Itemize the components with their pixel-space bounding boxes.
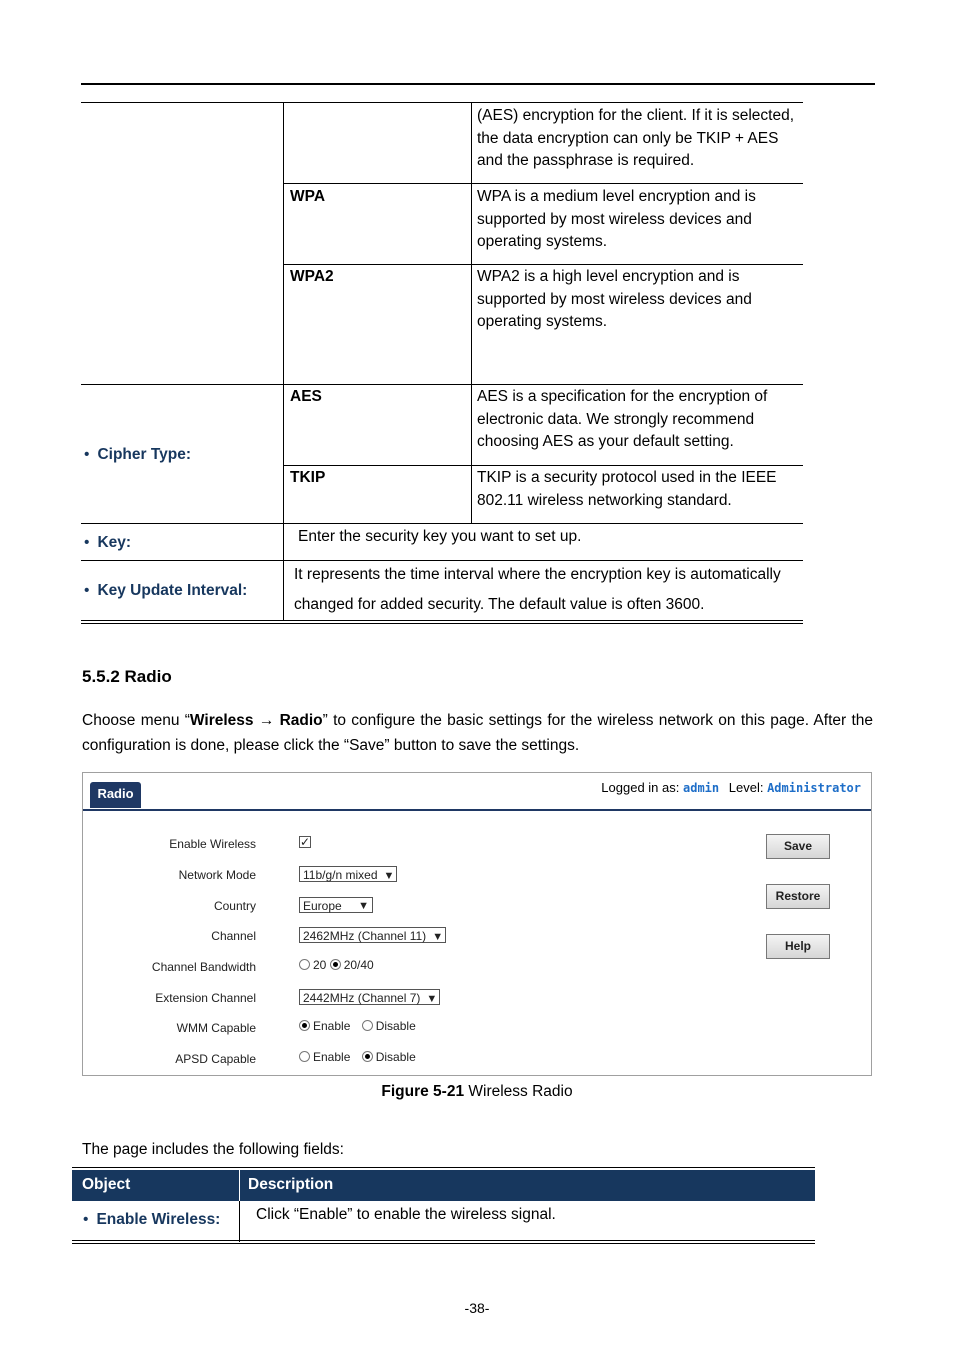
figure-caption: Figure 5-21 Wireless Radio <box>381 1083 573 1100</box>
chevron-down-icon: ▼ <box>383 870 395 882</box>
restore-button[interactable]: Restore <box>766 884 830 909</box>
wmm-disable-radio[interactable] <box>362 1020 373 1031</box>
login-status: Logged in as: admin Level: Administrator <box>601 780 861 795</box>
section-paragraph: Choose menu “Wireless → Radio” to configure the basic settings for the wireless network on this page. After the configuration is done, please click the “Save” button to save the settings. <box>82 712 873 754</box>
security-options-table <box>81 102 803 625</box>
key-label: • Key: <box>84 532 131 555</box>
page-number: -38- <box>464 1300 490 1316</box>
option-wpa-description: WPA is a medium level encryption and is supported by most wireless devices and operating systems. <box>477 188 756 250</box>
channel-bandwidth-label: Channel Bandwidth <box>151 960 256 974</box>
channel-select[interactable]: 2462MHz (Channel 11) ▼ <box>299 927 446 943</box>
option-tkip: TKIP <box>290 469 326 486</box>
chevron-down-icon: ▼ <box>426 993 438 1005</box>
chevron-down-icon: ▼ <box>432 931 444 943</box>
wmm-capable-label: WMM Capable <box>176 1021 256 1035</box>
bandwidth-20-40-radio[interactable] <box>330 959 341 970</box>
option-tkip-description: TKIP is a security protocol used in the IEEE 802.11 wireless networking standard. <box>477 469 777 509</box>
chevron-down-icon: ▼ <box>358 900 369 912</box>
fields-intro: The page includes the following fields: <box>82 1141 344 1158</box>
apsd-capable-label: APSD Capable <box>175 1052 256 1066</box>
channel-label: Channel <box>211 929 256 943</box>
network-mode-select[interactable]: 11b/g/n mixed ▼ <box>299 866 397 882</box>
option-wpa2: WPA2 <box>290 268 334 285</box>
network-mode-label: Network Mode <box>178 868 256 882</box>
wmm-enable-radio[interactable] <box>299 1020 310 1031</box>
key-update-interval-line2: changed for added security. The default value is often 3600. <box>294 596 705 613</box>
apsd-disable-radio[interactable] <box>362 1051 373 1062</box>
save-button[interactable]: Save <box>766 834 830 859</box>
help-button[interactable]: Help <box>766 934 830 959</box>
header-description: Description <box>248 1176 334 1193</box>
option-aes: AES <box>290 388 322 405</box>
option-wpa2-description: WPA2 is a high level encryption and is supported by most wireless devices and operating systems. <box>477 268 752 330</box>
cipher-type-label: • Cipher Type: <box>84 444 191 467</box>
enable-wireless-description: Click “Enable” to enable the wireless signal. <box>256 1206 556 1223</box>
apsd-enable-radio[interactable] <box>299 1051 310 1062</box>
country-select[interactable]: Europe ▼ <box>299 897 373 913</box>
row-aes-continued-description: (AES) encryption for the client. If it is selected, the data encryption can only be TKIP + AES and the passphrase is required. <box>477 107 795 169</box>
bandwidth-20-radio[interactable] <box>299 959 310 970</box>
menu-path: Wireless → Radio <box>189 712 323 729</box>
key-description: Enter the security key you want to set up. <box>298 528 582 545</box>
tab-radio[interactable]: Radio <box>90 782 141 808</box>
country-label: Country <box>213 899 256 913</box>
section-title: 5.5.2 Radio <box>82 667 172 686</box>
panel-header <box>83 773 871 811</box>
extension-channel-label: Extension Channel <box>155 991 256 1005</box>
option-aes-description: AES is a specification for the encryption of electronic data. We strongly recommend choosing AES as your default setting. <box>477 388 768 450</box>
extension-channel-select[interactable]: 2442MHz (Channel 7) ▼ <box>299 989 440 1005</box>
header-rule <box>81 83 875 85</box>
username: admin <box>683 781 720 795</box>
enable-wireless-label: Enable Wireless <box>169 837 256 851</box>
key-update-interval-line1: It represents the time interval where the encryption key is automatically <box>294 566 781 583</box>
table-header <box>72 1170 815 1201</box>
enable-wireless-object: • Enable Wireless: <box>83 1209 220 1232</box>
option-wpa: WPA <box>290 188 326 205</box>
key-update-interval-label: • Key Update Interval: <box>84 580 247 603</box>
enable-wireless-checkbox[interactable]: ✓ <box>300 835 311 849</box>
fields-table <box>72 1167 815 1245</box>
radio-settings-screenshot: Radio Logged in as: admin Level: Administrator Enable Wireless ✓ Network Mode 11b/g/n mixed ▼ Country Europe ▼ Channel 2462MHz (Channel 11) ▼ Channel Bandwidth 20 20/40 Extension Channel 2442MHz (Channel 7) ▼ WMM Capable Enable Disable APSD Capable Enable Disable Save Restore Help <box>82 772 872 1076</box>
header-object: Object <box>82 1176 131 1193</box>
user-level: Administrator <box>767 781 861 795</box>
